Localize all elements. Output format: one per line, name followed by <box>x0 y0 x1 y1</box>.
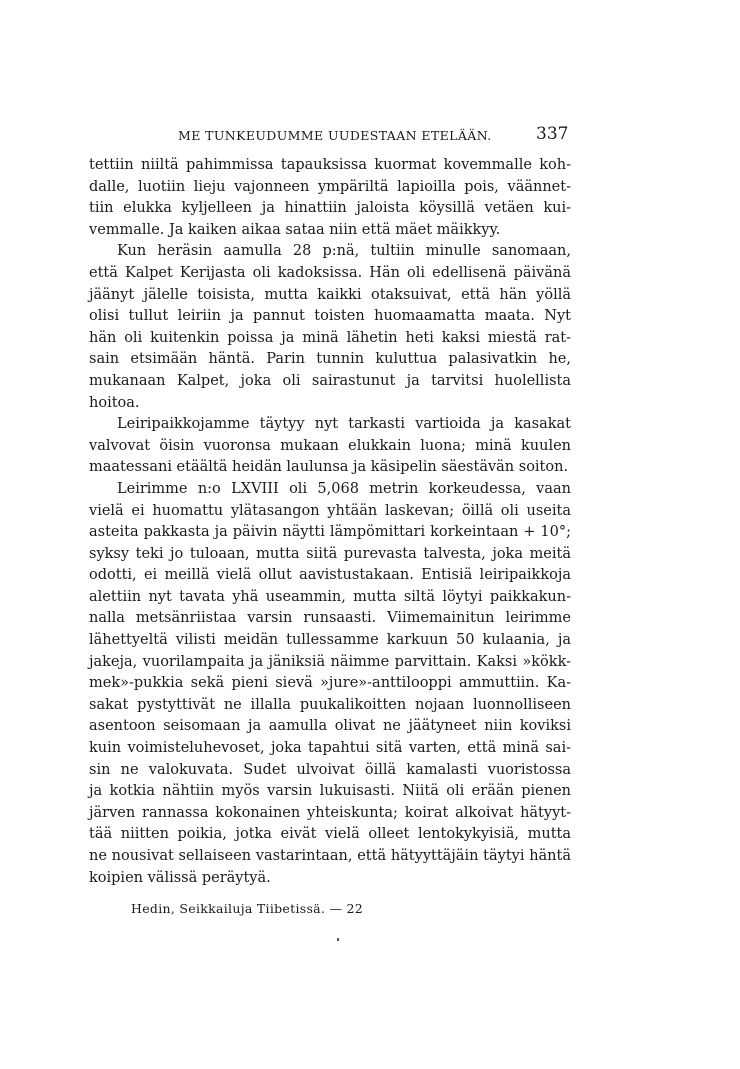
text-line: Leiripaikkojamme täytyy nyt tarkasti vartioida ja kasakat <box>117 416 571 433</box>
body-text <box>89 155 571 889</box>
text-line: kuin voimisteluhevoset, joka tapahtui sitä varten, että minä sai- <box>89 740 571 757</box>
text-line: sin ne valokuvata. Sudet ulvoivat öillä kamalasti vuoristossa <box>89 761 571 778</box>
text-line: jakeja, vuorilampaita ja jäniksiä näimme parvittain. Kaksi »kökk- <box>89 653 571 670</box>
text-line: jäänyt jälelle toisista, mutta kaikki otaksuivat, että hän yöllä <box>89 286 571 303</box>
text-line: mek»-pukkia sekä pieni sievä »jure»-anttilooppi ammuttiin. Ka- <box>89 675 571 692</box>
text-line: hän oli kuitenkin poissa ja minä lähetin heti kaksi miestä rat- <box>89 329 571 346</box>
text-line: koipien välissä peräytyä. <box>89 869 271 886</box>
text-line: maatessani etäältä heidän laulunsa ja käsipelin säestävän soiton. <box>89 459 569 476</box>
text-line: sain etsimään häntä. Parin tunnin kuluttua palasivatkin he, <box>89 351 571 368</box>
text-line: asentoon seisomaan ja aamulla olivat ne jäätyneet niin koviksi <box>89 718 571 735</box>
text-line: ne nousivat sellaiseen vastarintaan, että hätyyttäjäin täytyi häntä <box>89 848 571 864</box>
text-line: mukanaan Kalpet, joka oli sairastunut ja tarvitsi huolellista <box>89 372 571 389</box>
text-line: vemmalle. Ja kaiken aikaa sataa niin että mäet mäikkyy. <box>89 221 501 238</box>
text-line: dalle, luotiin lieju vajonneen ympäriltä lapioilla pois, väännet- <box>89 178 571 195</box>
text-line: alettiin nyt tavata yhä useammin, mutta siltä löytyi paikkakun- <box>89 588 571 605</box>
text-line: nalla metsänriistaa varsin runsaasti. Viimemainitun leirimme <box>89 610 571 627</box>
text-line: valvovat öisin vuoronsa mukaan elukkain luona; minä kuulen <box>89 437 571 454</box>
text-line: tää niitten poikia, jotka eivät vielä olleet lentokykyisiä, mutta <box>89 826 571 843</box>
printer-signature: Hedin, Seikkailuja Tiibetissä. — 22 <box>131 901 364 916</box>
text-line: tiin elukka kyljelleen ja hinattiin jaloista köysillä vetäen kui- <box>89 200 571 217</box>
text-line: sakat pystyttivät ne illalla puukalikoitten nojaan luonnolliseen <box>89 696 571 713</box>
text-line: Leirimme n:o LXVIII oli 5,068 metrin korkeudessa, vaan <box>117 480 571 497</box>
running-head: ME TUNKEUDUMME UUDESTAAN ETELÄÄN. <box>178 128 492 143</box>
text-line: lähettyeltä vilisti meidän tullessamme karkuun 50 kulaania, ja <box>89 632 571 649</box>
text-line: ja kotkia nähtiin myös varsin lukuisasti. Niitä oli erään pienen <box>89 783 571 800</box>
text-line: että Kalpet Kerijasta oli kadoksissa. Hän oli edellisenä päivänä <box>89 264 571 281</box>
text-line: odotti, ei meillä vielä ollut aavistustakaan. Entisiä leiripaikkoja <box>89 567 571 584</box>
text-line: järven rannassa kokonainen yhteiskunta; koirat alkoivat hätyyt- <box>89 804 571 821</box>
text-line: olisi tullut leiriin ja pannut toisten huomaamatta maata. Nyt <box>89 308 571 325</box>
text-line: vielä ei huomattu ylätasangon yhtään laskevan; öillä oli useita <box>89 502 571 519</box>
text-line: syksy teki jo tuloaan, mutta siitä purevasta talvesta, joka meitä <box>89 545 571 562</box>
page-number: 337 <box>536 124 569 144</box>
text-line: tettiin niiltä pahimmissa tapauksissa kuormat kovemmalle koh- <box>89 157 571 173</box>
text-line: Kun heräsin aamulla 28 p:nä, tultiin minulle sanomaan, <box>117 243 571 260</box>
text-line: asteita pakkasta ja päivin näytti lämpömittari korkeintaan + 10°; <box>89 524 571 541</box>
ink-speck <box>337 938 339 941</box>
text-line: hoitoa. <box>89 394 140 411</box>
